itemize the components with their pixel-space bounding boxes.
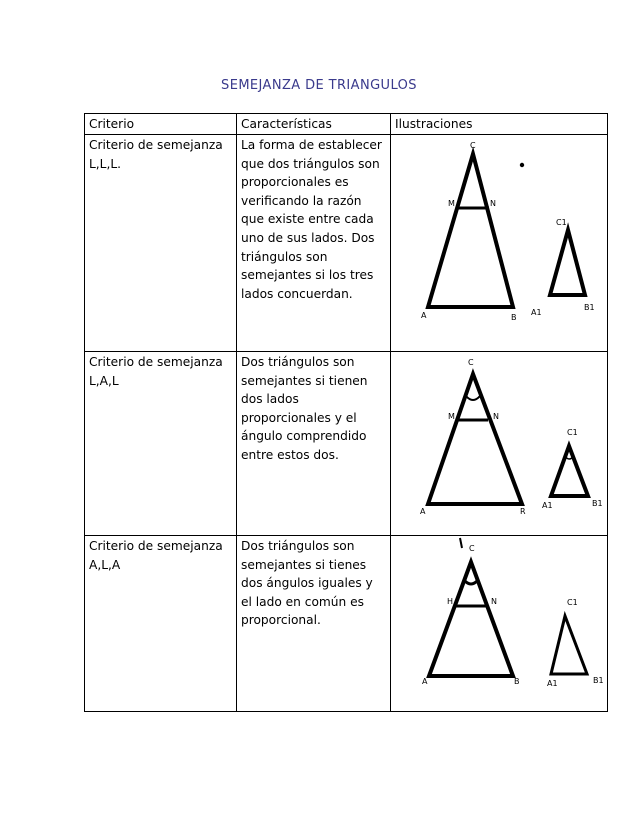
label-c1: C1 bbox=[567, 428, 578, 437]
large-triangle bbox=[428, 374, 522, 504]
label-a: A bbox=[420, 507, 426, 516]
label-b1: B1 bbox=[584, 303, 595, 312]
label-n: N bbox=[493, 412, 499, 421]
criterio-cell: Criterio de semejanza A,L,A bbox=[85, 536, 237, 712]
angle-arc bbox=[464, 580, 478, 584]
label-c1: C1 bbox=[567, 598, 578, 607]
label-b: B bbox=[511, 313, 517, 322]
caracteristicas-cell: Dos triángulos son semejantes si tienes dos ángulos iguales y el lado en común es proporcional. bbox=[237, 536, 391, 712]
label-c1: C1 bbox=[556, 218, 567, 227]
illustration-cell bbox=[391, 536, 608, 712]
header-criterio: Criterio bbox=[85, 114, 237, 135]
large-triangle bbox=[428, 154, 513, 307]
label-c: C bbox=[470, 141, 476, 150]
table-header-row bbox=[85, 114, 608, 135]
label-a1: A1 bbox=[531, 308, 542, 317]
label-a: A bbox=[421, 311, 427, 320]
triangle-illustration-ala bbox=[391, 536, 607, 710]
similarity-criteria-table bbox=[84, 113, 608, 712]
table-row bbox=[85, 352, 608, 536]
label-m: M bbox=[448, 199, 455, 208]
triangle-illustration-lal bbox=[391, 352, 607, 534]
illustration-cell bbox=[391, 135, 608, 352]
label-a1: A1 bbox=[547, 679, 558, 688]
criterio-cell: Criterio de semejanza L,A,L bbox=[85, 352, 237, 536]
stray-stroke bbox=[460, 538, 462, 548]
label-b: B bbox=[514, 677, 520, 686]
label-a1: A1 bbox=[542, 501, 553, 510]
label-n: N bbox=[490, 199, 496, 208]
angle-arc bbox=[466, 396, 480, 400]
label-a: A bbox=[422, 677, 428, 686]
header-caracteristicas: Características bbox=[237, 114, 391, 135]
table-row bbox=[85, 536, 608, 712]
small-triangle bbox=[551, 616, 587, 674]
stray-dot bbox=[520, 163, 524, 167]
small-triangle bbox=[550, 230, 585, 295]
label-h: H bbox=[447, 597, 454, 606]
label-c: C bbox=[468, 358, 474, 367]
large-triangle bbox=[429, 562, 513, 676]
caracteristicas-cell: Dos triángulos son semejantes si tienen dos lados proporcionales y el ángulo comprendido entre estos dos. bbox=[237, 352, 391, 536]
small-triangle bbox=[551, 446, 588, 496]
criterio-cell: Criterio de semejanza L,L,L. bbox=[85, 135, 237, 352]
label-n: N bbox=[491, 597, 497, 606]
label-c: C bbox=[469, 544, 475, 553]
table-row bbox=[85, 135, 608, 352]
label-m: M bbox=[448, 412, 455, 421]
label-b1: B1 bbox=[592, 499, 603, 508]
triangle-illustration-lll bbox=[391, 135, 607, 350]
header-ilustraciones: Ilustraciones bbox=[391, 114, 608, 135]
page-title: SEMEJANZA DE TRIANGULOS bbox=[221, 78, 417, 93]
label-b1: B1 bbox=[593, 676, 604, 685]
caracteristicas-cell: La forma de establecer que dos triángulos son proporcionales es verificando la razón que existe entre cada uno de sus lados. Dos triángulos son semejantes si los tres lados concuerdan. bbox=[237, 135, 391, 352]
illustration-cell bbox=[391, 352, 608, 536]
label-r: R bbox=[520, 507, 526, 516]
